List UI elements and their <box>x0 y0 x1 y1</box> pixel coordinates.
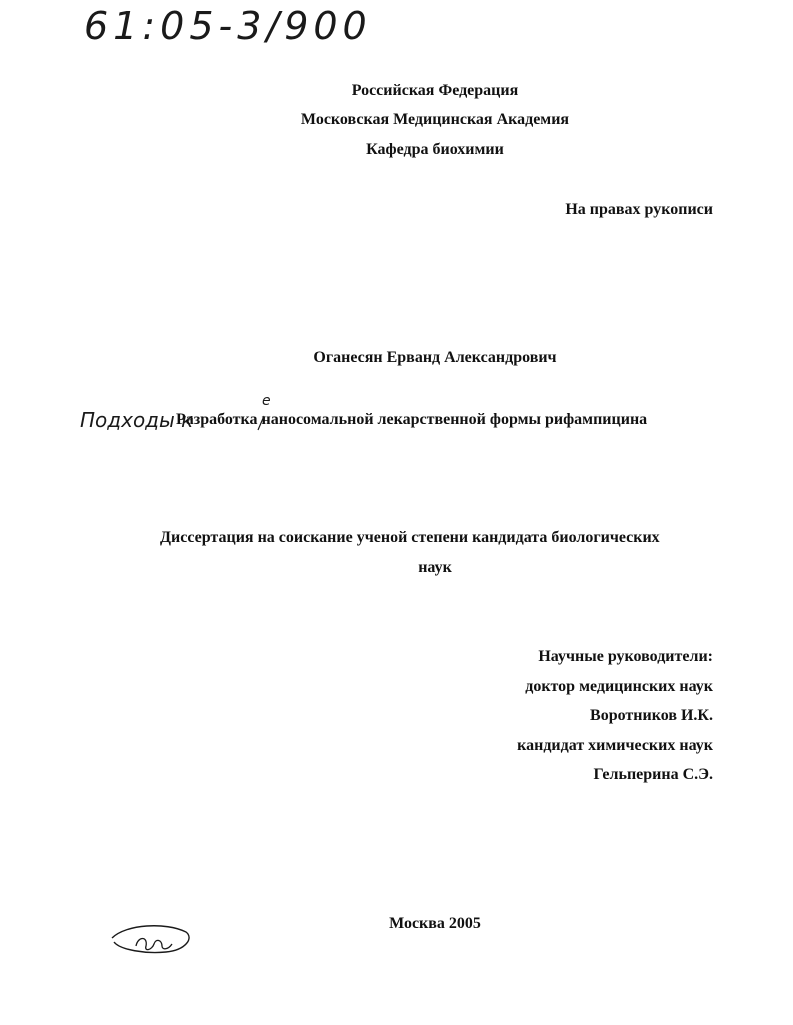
handwritten-code: 61:05-3/900 <box>84 4 372 48</box>
city-year: Москва 2005 <box>389 915 481 932</box>
handwritten-insertion: е <box>262 393 271 409</box>
institution-heading: Московская Медицинская Академия <box>300 111 570 128</box>
country-heading: Российская Федерация <box>351 82 519 99</box>
dissertation-title: Разработка наносомальной лекарственной формы рифампицина <box>176 411 648 428</box>
signature-icon <box>106 916 196 960</box>
degree-statement-line2: наук <box>418 559 452 576</box>
supervisor2-degree: кандидат химических наук <box>517 737 713 754</box>
supervisor1-degree: доктор медицинских наук <box>525 678 713 695</box>
rights-note: На правах рукописи <box>565 201 713 218</box>
supervisor1-name: Воротников И.К. <box>590 707 713 724</box>
insertion-mark-icon <box>254 414 268 434</box>
degree-statement-line1: Диссертация на соискание ученой степени кандидата биологических <box>160 529 660 546</box>
supervisors-heading: Научные руководители: <box>538 648 713 665</box>
handwritten-margin-note: Подходы к <box>80 408 194 432</box>
supervisor2-name: Гельперина С.Э. <box>593 766 713 783</box>
author-name: Оганесян Ерванд Александрович <box>313 349 557 366</box>
department-heading: Кафедра биохимии <box>366 141 504 158</box>
